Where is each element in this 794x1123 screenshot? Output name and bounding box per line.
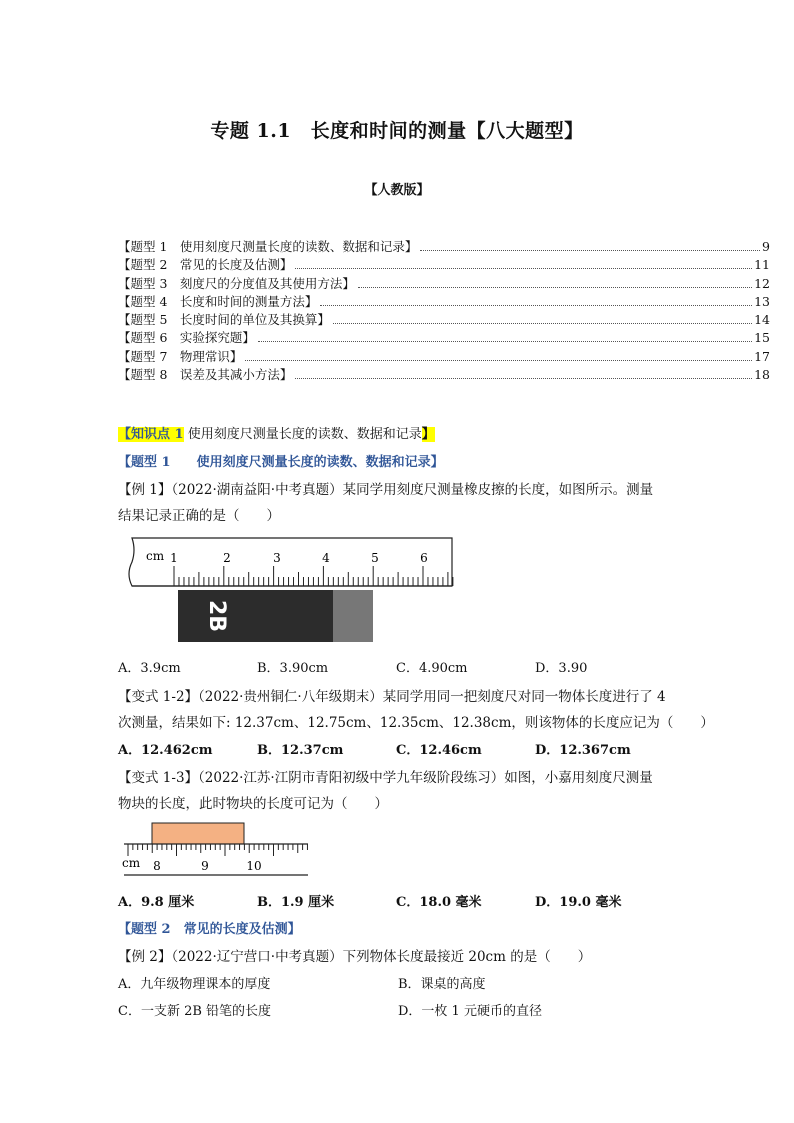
- option-c[interactable]: C．18.0 毫米: [396, 895, 482, 910]
- ruler-tick-label: 5: [371, 551, 379, 565]
- toc-entry[interactable]: 【题型 6 实验探究题】 15: [118, 330, 770, 346]
- option-d[interactable]: D．一枚 1 元硬币的直径: [398, 1004, 542, 1019]
- option-d[interactable]: D．12.367cm: [535, 743, 631, 758]
- ruler-unit-label: cm: [146, 549, 165, 563]
- example1-question-line1: 【例 1】（2022·湖南益阳·中考真题）某同学用刻度尺测量橡皮擦的长度，如图所示。测量: [118, 482, 654, 498]
- ruler-figure-2: [118, 820, 314, 878]
- option-b[interactable]: B．1.9 厘米: [257, 895, 335, 910]
- option-a[interactable]: A．九年级物理课本的厚度: [118, 977, 271, 992]
- example2-options-row2: [118, 1000, 678, 1019]
- eraser-label: 2B: [204, 599, 229, 633]
- variant12-options: [118, 739, 758, 758]
- variant12-question-line2: 次测量，结果如下: 12.37cm、12.75cm、12.35cm、12.38cm，则该物体的长度应记为（ ）: [118, 715, 714, 731]
- ruler-figure-1: [126, 534, 456, 646]
- ruler-tick-label: 1: [170, 551, 178, 565]
- option-b[interactable]: B．12.37cm: [257, 743, 344, 758]
- ruler-unit-label: cm: [122, 856, 141, 870]
- example2-question: 【例 2】（2022·辽宁营口·中考真题）下列物体长度最接近 20cm 的是（ ）: [118, 949, 592, 965]
- option-c[interactable]: C．一支新 2B 铅笔的长度: [118, 1004, 272, 1019]
- toc-entry[interactable]: 【题型 7 物理常识】 17: [118, 348, 770, 364]
- ruler-tick-label: 4: [322, 551, 330, 565]
- option-a[interactable]: A．12.462cm: [118, 743, 213, 758]
- toc-entry[interactable]: 【题型 5 长度时间的单位及其换算】 14: [118, 312, 770, 328]
- option-b[interactable]: B．3.90cm: [257, 661, 329, 676]
- edition-label: 【人教版】: [364, 183, 430, 198]
- variant13-question-line1: 【变式 1-3】（2022·江苏·江阴市青阳初级中学九年级阶段练习）如图，小嘉用刻度尺测量: [118, 770, 653, 786]
- measured-block: [152, 823, 244, 844]
- document-title: 专题 1.1 长度和时间的测量【八大题型】: [210, 120, 584, 142]
- toc-entry[interactable]: 【题型 1 使用刻度尺测量长度的读数、数据和记录】 9: [118, 239, 770, 254]
- option-d[interactable]: D．19.0 毫米: [535, 895, 622, 910]
- option-a[interactable]: A．3.9cm: [118, 661, 181, 676]
- knowledge-point-heading: 【知识点 1 使用刻度尺测量长度的读数、数据和记录】: [118, 427, 435, 442]
- option-a[interactable]: A．9.8 厘米: [118, 895, 195, 910]
- ruler-tick-label: 6: [420, 551, 428, 565]
- example1-question-line2: 结果记录正确的是（ ）: [118, 508, 280, 524]
- toc-entry[interactable]: 【题型 3 刻度尺的分度值及其使用方法】 12: [118, 275, 770, 291]
- ruler-tick-label: 8: [153, 859, 161, 873]
- type1-heading: 【题型 1 使用刻度尺测量长度的读数、数据和记录】: [118, 455, 444, 470]
- ruler-tick-label: 9: [201, 859, 209, 873]
- toc-entry[interactable]: 【题型 4 长度和时间的测量方法】 13: [118, 293, 770, 309]
- ruler-tick-label: 3: [273, 551, 281, 565]
- type2-heading: 【题型 2 常见的长度及估测】: [118, 922, 301, 937]
- example2-options-row1: [118, 973, 678, 992]
- table-of-contents: [118, 237, 770, 383]
- example1-options: [118, 657, 758, 676]
- ruler-tick-label: 10: [246, 859, 262, 873]
- option-d[interactable]: D．3.90: [535, 661, 588, 676]
- ruler-tick-label: 2: [223, 551, 231, 565]
- option-b[interactable]: B．课桌的高度: [398, 977, 486, 992]
- variant13-options: [118, 891, 758, 910]
- toc-entry[interactable]: 【题型 2 常见的长度及估测】 11: [118, 257, 770, 273]
- variant13-question-line2: 物块的长度，此时物块的长度可记为（ ）: [118, 796, 388, 812]
- option-c[interactable]: C．4.90cm: [396, 661, 468, 676]
- option-c[interactable]: C．12.46cm: [396, 743, 482, 758]
- toc-entry[interactable]: 【题型 8 误差及其减小方法】 18: [118, 367, 770, 383]
- eraser-dark: [178, 590, 336, 642]
- variant12-question-line1: 【变式 1-2】（2022·贵州铜仁·八年级期末）某同学用同一把刻度尺对同一物体长度进行了 4: [118, 689, 666, 705]
- eraser-light: [333, 590, 373, 642]
